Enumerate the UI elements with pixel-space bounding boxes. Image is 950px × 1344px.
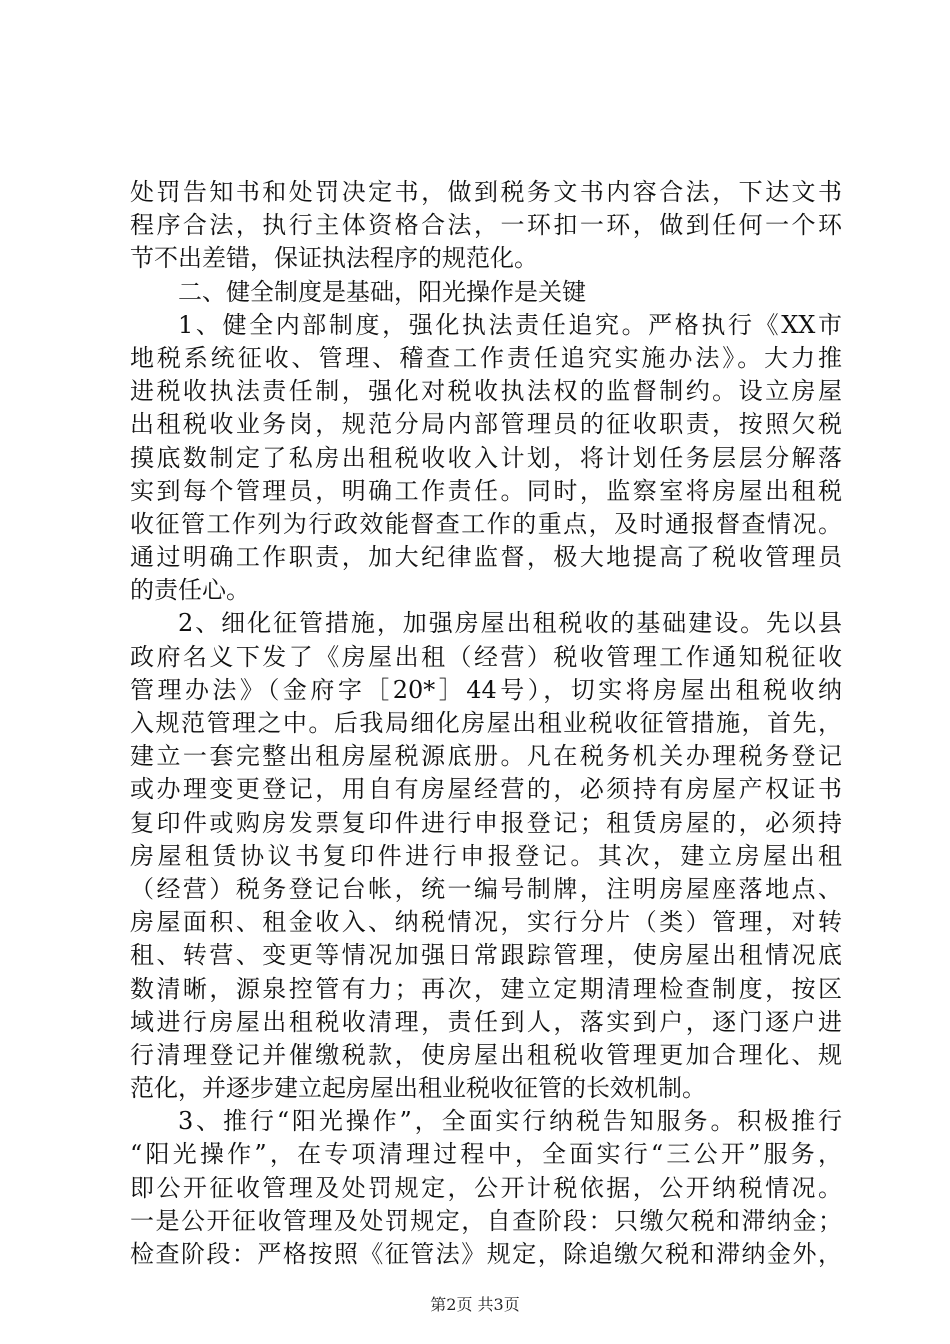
text-line: 摸底数制定了私房出租税收收入计划，将计划任务层层分解落: [130, 443, 842, 472]
text-line: 节不出差错，保证执法程序的规范化。: [130, 244, 538, 273]
text-line: 2、细化征管措施，加强房屋出租税收的基础建设。先以县: [178, 609, 842, 638]
text-line: 地税系统征收、管理、稽查工作责任追究实施办法》。大力推: [130, 343, 842, 372]
text-line: 通过明确工作职责，加大纪律监督，极大地提高了税收管理员: [130, 543, 842, 572]
text-line: 域进行房屋出租税收清理，责任到人，落实到户，逐门逐户进: [130, 1007, 842, 1036]
text-line: 入规范管理之中。后我局细化房屋出租业税收征管措施，首先，: [130, 709, 842, 737]
text-line: 即公开征收管理及处罚规定，公开计税依据，公开纳税情况。: [130, 1173, 842, 1202]
text-line: 1、健全内部制度，强化执法责任追究。严格执行《XX市: [178, 310, 842, 339]
text-line: 程序合法，执行主体资格合法，一环扣一环，做到任何一个环: [130, 211, 842, 240]
text-line: 一是公开征收管理及处罚规定，自查阶段：只缴欠税和滞纳金；: [130, 1206, 842, 1235]
text-line: “阳光操作”，在专项清理过程中，全面实行“三公开”服务，: [130, 1140, 842, 1169]
text-line: （经营）税务登记台帐，统一编号制牌，注明房屋座落地点、: [130, 874, 842, 903]
text-line: 实到每个管理员，明确工作责任。同时，监察室将房屋出租税: [130, 476, 842, 505]
text-line: 出租税收业务岗，规范分局内部管理员的征收职责，按照欠税: [130, 410, 842, 439]
text-line: 租、转营、变更等情况加强日常跟踪管理，使房屋出租情况底: [130, 941, 842, 970]
text-line: 房屋租赁协议书复印件进行申报登记。其次，建立房屋出租: [130, 841, 842, 870]
text-line: 房屋面积、租金收入、纳税情况，实行分片（类）管理，对转: [130, 908, 842, 937]
text-line: 数清晰，源泉控管有力；再次，建立定期清理检查制度，按区: [130, 974, 842, 1003]
text-line: 收征管工作列为行政效能督查工作的重点，及时通报督查情况。: [130, 509, 842, 538]
text-line: 进税收执法责任制，强化对税收执法权的监督制约。设立房屋: [130, 377, 842, 406]
text-line: 政府名义下发了《房屋出租（经营）税收管理工作通知税征收: [130, 642, 842, 671]
text-line: 3、推行“阳光操作”，全面实行纳税告知服务。积极推行: [178, 1107, 842, 1136]
text-line: 管理办法》（金府字［20*］44号），切实将房屋出租税收纳: [130, 675, 842, 704]
text-line: 处罚告知书和处罚决定书，做到税务文书内容合法，下达文书: [130, 178, 842, 206]
text-line: 检查阶段：严格按照《征管法》规定，除追缴欠税和滞纳金外，: [130, 1240, 842, 1268]
page-number: 第2页 共3页: [430, 1295, 520, 1314]
text-line: 行清理登记并催缴税款，使房屋出租税收管理更加合理化、规: [130, 1040, 842, 1069]
document-body: [130, 176, 842, 1271]
text-line: 复印件或购房发票复印件进行申报登记；租赁房屋的，必须持: [130, 808, 842, 837]
section-heading: 二、健全制度是基础，阳光操作是关键: [178, 277, 586, 306]
text-line: 建立一套完整出租房屋税源底册。凡在税务机关办理税务登记: [130, 742, 842, 771]
text-line: 的责任心。: [130, 576, 250, 605]
text-line: 范化，并逐步建立起房屋出租业税收征管的长效机制。: [130, 1074, 706, 1103]
text-line: 或办理变更登记，用自有房屋经营的，必须持有房屋产权证书: [130, 775, 842, 804]
